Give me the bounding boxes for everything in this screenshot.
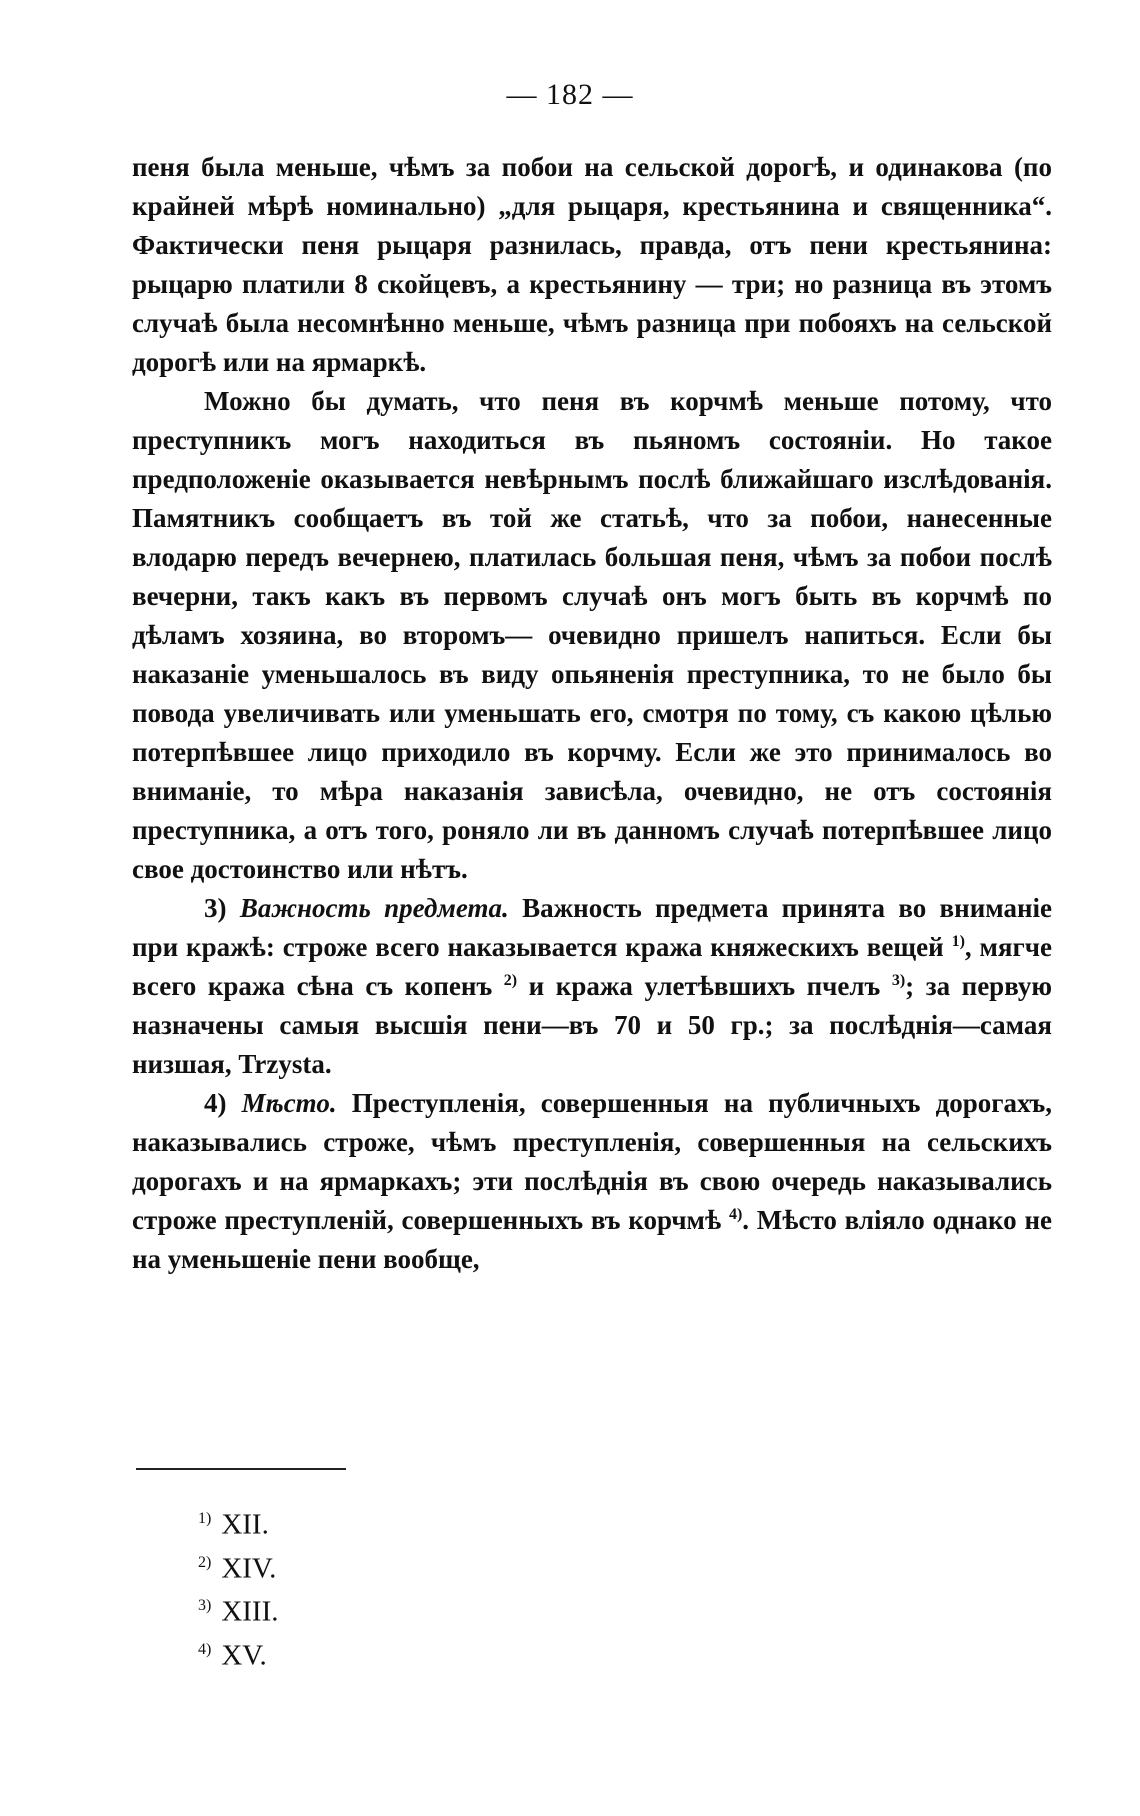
paragraph-4-text-a: Преступленія, совершенныя на публичныхъ дорогахъ, наказывались строже, чѣмъ преступленія, совершенныя на сельскихъ дорогахъ и на ярмаркахъ; эти послѣднія въ свою очередь наказывались строже преступленій, совершенныхъ въ корчмѣ [132, 1088, 1052, 1235]
footnote-2 [198, 1544, 279, 1588]
footnote-2-text: XIV. [221, 1552, 277, 1585]
paragraph-3-text-b: , мягче всего кража сѣна съ копенъ [132, 932, 1053, 1001]
footnote-2-mark: 2) [198, 1553, 212, 1571]
footnote-1-mark: 1) [198, 1510, 212, 1527]
footnote-mark-3: 3) [891, 972, 906, 989]
body-text [132, 148, 1052, 1279]
paragraph-3-text-a: Важность предмета принята во вниманіе при кражѣ: строже всего наказывается кража княжескихъ вещей [132, 893, 1053, 962]
footnote-mark-4: 4) [728, 1206, 743, 1223]
page-number: — 182 — [506, 78, 634, 111]
footnote-3 [198, 1587, 279, 1631]
paragraph-2: Можно бы думать, что пеня въ корчмѣ меньше потому, что преступникъ могъ находиться въ пьяномъ состояніи. Но такое предположеніе оказывается невѣрнымъ послѣ ближайшаго изслѣдованія. Памятникъ сообщаетъ въ той же статьѣ, что за побои, нанесенные влодарю передъ вечернею, платилась большая пеня, чѣмъ за побои послѣ вечерни, такъ какъ въ первомъ случаѣ онъ могъ быть въ корчмѣ по дѣламъ хозяина, во второмъ— очевидно пришелъ напиться. Если бы наказаніе уменьшалось въ виду опьяненія преступника, то не было бы повода увеличивать или уменьшать его, смотря по тому, съ какою цѣлью потерпѣвшее лицо приходило въ корчму. Если же это принималось во вниманіе, то мѣра наказанія зависѣла, очевидно, не отъ состоянія преступника, а отъ того, роняло ли въ данномъ случаѣ потерпѣвшее лицо свое достоинство или нѣтъ. [132, 386, 1052, 884]
paragraph-4-number: 4) [204, 1088, 227, 1118]
footnote-4-text: XV. [221, 1639, 267, 1672]
footnote-1 [198, 1500, 279, 1544]
footnote-3-text: XIII. [221, 1595, 279, 1628]
paragraph-3-text-d: ; за первую назначены самыя высшія пени—въ 70 и 50 гр.; за послѣднія—самая низшая, Trzysta. [132, 971, 1052, 1079]
paragraph-4-text-b: . Мѣсто вліяло однако не на уменьшеніе пени вообще, [132, 1205, 1052, 1274]
paragraph-4-heading: Мѣсто. [241, 1088, 337, 1118]
footnote-1-text: XII. [221, 1508, 269, 1541]
paragraph-3 [132, 889, 1052, 1084]
footnote-divider [136, 1468, 346, 1470]
paragraph-3-heading: Важность предмета. [239, 893, 509, 923]
footnote-3-mark: 3) [198, 1597, 212, 1615]
footnote-4 [198, 1631, 279, 1675]
paragraph-3-text-c: и кража улетѣвшихъ пчелъ [528, 971, 881, 1001]
footnotes [198, 1500, 279, 1675]
paragraph-3-number: 3) [204, 893, 227, 923]
paragraph-1: пеня была меньше, чѣмъ за побои на сельской дорогѣ, и одинакова (по крайней мѣрѣ номинально) „для рыцаря, крестьянина и священника“. Фактически пеня рыцаря разнилась, правда, отъ пени крестьянина: рыцарю платили 8 скойцевъ, а крестьянину — три; но разница въ этомъ случаѣ была несомнѣнно меньше, чѣмъ разница при побояхъ на сельской дорогѣ или на ярмаркѣ. [132, 152, 1052, 377]
footnote-mark-2: 2) [503, 972, 518, 989]
footnote-4-mark: 4) [198, 1640, 212, 1658]
paragraph-4 [132, 1084, 1052, 1279]
footnote-mark-1: 1) [951, 933, 965, 950]
